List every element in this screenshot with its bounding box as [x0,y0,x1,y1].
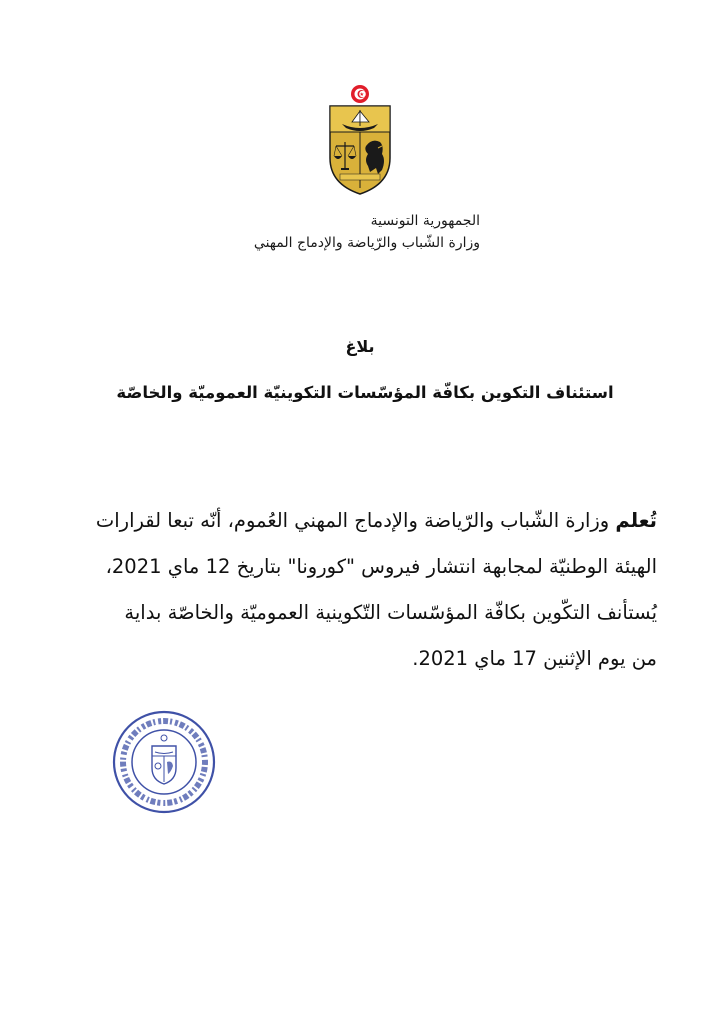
body-line-3: يُستأنف التكّوين بكافّة المؤسّسات التّكوينية العموميّة والخاصّة بداية [124,601,657,624]
ministry-name: وزارة الشّباب والرّياضة والإدماج المهني [253,235,480,251]
notice-subject: استئناف التكوين بكافّة المؤسّسات التكوينيّة العموميّة والخاصّة [116,383,614,402]
body-line-1-text: وزارة الشّباب والرّياضة والإدماج المهني العُموم، أنّه تبعا لقرارات [95,509,616,532]
body-line-1 [57,498,657,544]
lead-word: تُعلم [615,509,657,532]
country-name: الجمهورية التونسية [370,213,480,229]
ministry-stamp-icon [108,706,220,818]
notice-body [57,498,657,682]
body-line-2: الهيئة الوطنيّة لمجابهة انتشار فيروس "كورونا" بتاريخ 12 ماي 2021، [105,555,657,578]
body-line-4: من يوم الإثنين 17 ماي 2021. [412,647,657,670]
notice-title: بلاغ [345,337,375,356]
coat-of-arms-icon [322,84,398,196]
letterhead [160,210,480,254]
